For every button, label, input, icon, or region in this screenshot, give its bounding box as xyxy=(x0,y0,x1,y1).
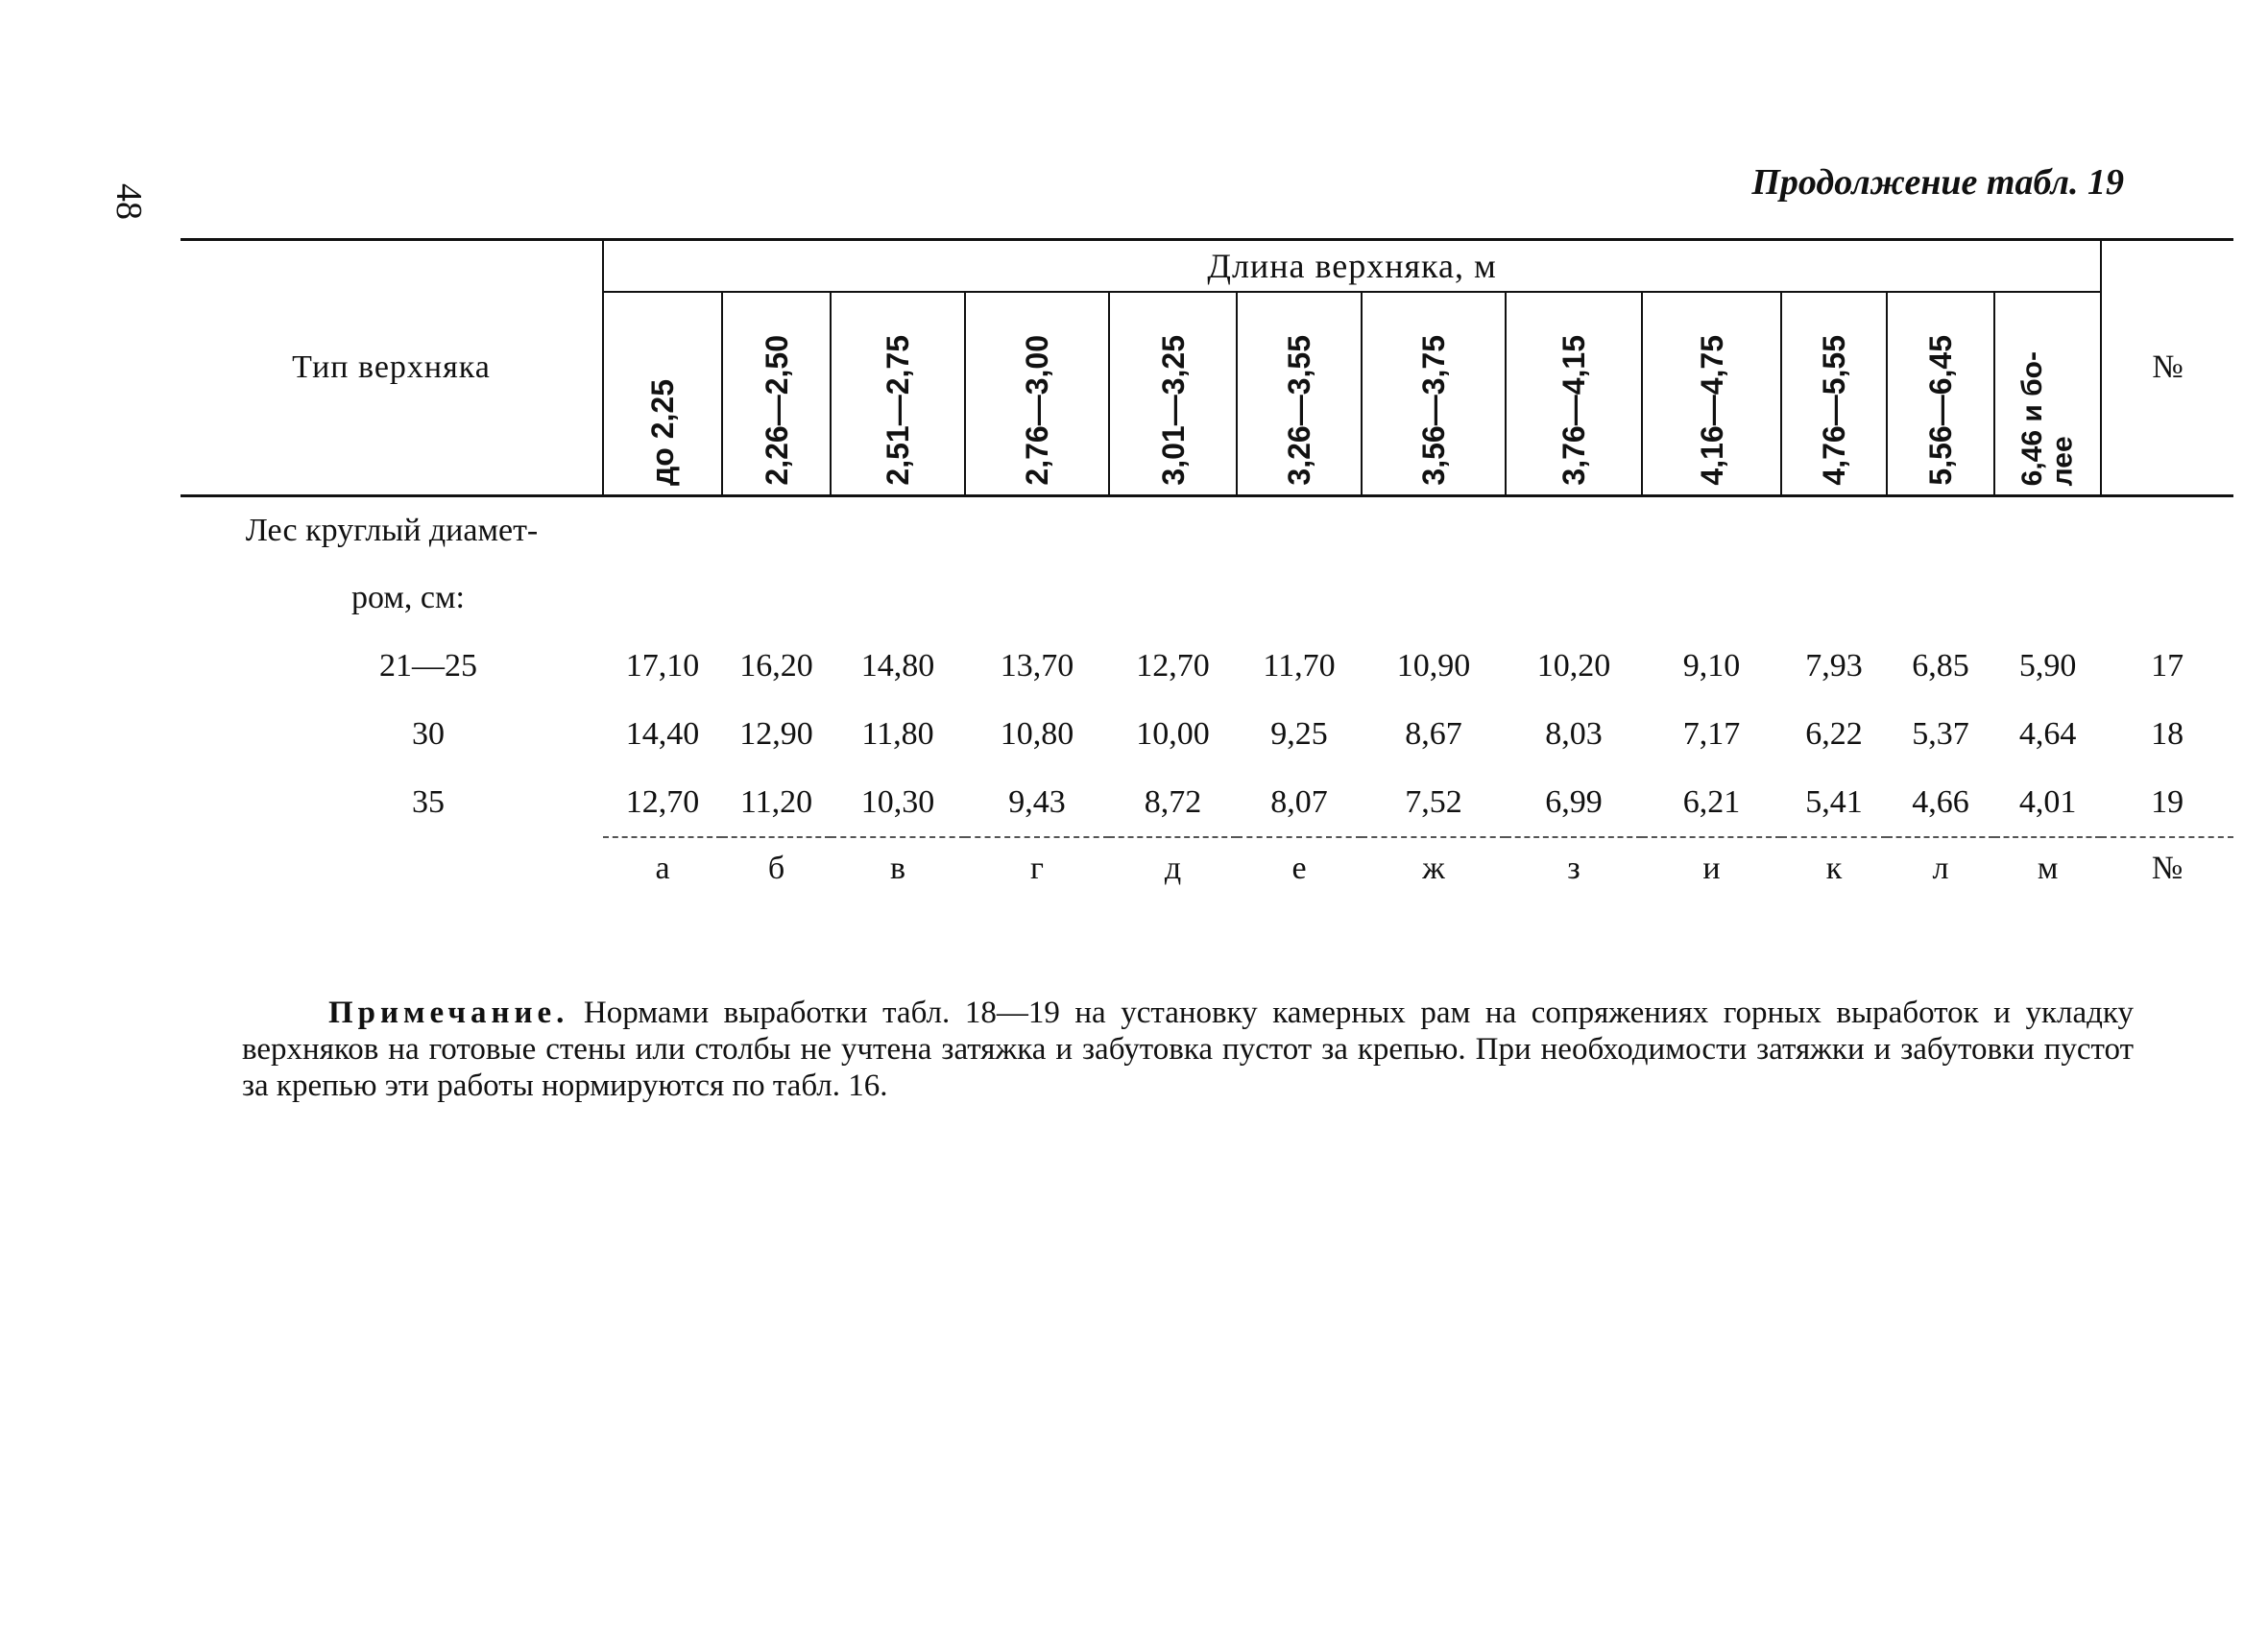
column-letter: е xyxy=(1237,837,1362,900)
section-label: Лес круглый диамет- xyxy=(245,513,539,548)
table-cell: 4,66 xyxy=(1912,783,1969,820)
section-label: ром, см: xyxy=(351,580,465,615)
column-header: 4,16—4,75 xyxy=(1642,292,1781,496)
table-cell: 12,90 xyxy=(739,715,813,752)
column-header: 5,56—6,45 xyxy=(1887,292,1994,496)
column-header: 2,76—3,00 xyxy=(965,292,1109,496)
column-letters-row xyxy=(181,837,2233,900)
table-cell: 6,99 xyxy=(1545,783,1603,820)
table-cell: 11,80 xyxy=(861,715,934,752)
row-label: 21—25 xyxy=(379,647,477,684)
table-cell: 14,40 xyxy=(625,715,700,752)
row-number: 17 xyxy=(2151,647,2184,684)
header-row-1 xyxy=(181,240,2233,293)
table-cell: 7,52 xyxy=(1405,783,1462,820)
table-cell: 10,00 xyxy=(1136,715,1210,752)
note-text: Нормами выработки табл. 18—19 на установку камерных рам на сопряжениях горных выработок и укладку верхняков на готовые стены или столбы не учтена затяжка и забутовка пустот за крепью. При необходимости затяжки и забутовки пустот за крепью эти работы нормируются по табл. 16. xyxy=(242,996,2134,1103)
table-cell: 12,70 xyxy=(1136,647,1210,684)
table-cell: 10,90 xyxy=(1396,647,1471,684)
table-cell: 7,93 xyxy=(1805,647,1863,684)
row-number: 19 xyxy=(2151,783,2184,820)
column-letter: л xyxy=(1887,837,1994,900)
section-row xyxy=(181,564,2233,632)
table-cell: 5,90 xyxy=(2018,647,2077,684)
section-row xyxy=(181,496,2233,565)
table-cell: 6,21 xyxy=(1682,783,1741,820)
table-continuation-caption: Продолжение табл. 19 xyxy=(1751,162,2124,203)
table-cell: 4,64 xyxy=(2018,715,2077,752)
page-number: 48 xyxy=(109,183,149,220)
row-label: 35 xyxy=(412,784,445,820)
table-cell: 7,17 xyxy=(1682,715,1741,752)
length-group-header: Длина верхняка, м xyxy=(603,240,2101,293)
number-header: № xyxy=(2101,240,2233,496)
table-cell: 8,07 xyxy=(1270,783,1328,820)
column-letter: м xyxy=(1994,837,2101,900)
column-header: 3,01—3,25 xyxy=(1109,292,1237,496)
table-cell: 8,03 xyxy=(1545,715,1603,752)
table-cell: 8,72 xyxy=(1144,783,1202,820)
table-row xyxy=(181,700,2233,768)
table-row xyxy=(181,768,2233,837)
table-cell: 8,67 xyxy=(1405,715,1462,752)
table-row xyxy=(181,632,2233,700)
table-cell: 9,25 xyxy=(1270,715,1328,752)
column-letter: а xyxy=(603,837,722,900)
table-cell: 12,70 xyxy=(625,783,700,820)
column-letter: ж xyxy=(1362,837,1506,900)
table-cell: 9,43 xyxy=(1008,783,1066,820)
table-cell: 17,10 xyxy=(625,647,700,684)
column-header: 2,26—2,50 xyxy=(722,292,831,496)
table-cell: 11,20 xyxy=(739,783,813,820)
column-letter: к xyxy=(1781,837,1887,900)
column-letter: з xyxy=(1506,837,1642,900)
table-cell: 10,20 xyxy=(1536,647,1611,684)
column-header: 3,56—3,75 xyxy=(1362,292,1506,496)
row-number: 18 xyxy=(2151,715,2184,752)
column-header: 3,76—4,15 xyxy=(1506,292,1642,496)
type-header: Тип верхняка xyxy=(181,240,603,496)
table-cell: 14,80 xyxy=(860,647,935,684)
column-header: 4,76—5,55 xyxy=(1781,292,1887,496)
table-cell: 16,20 xyxy=(739,647,813,684)
table-cell: 5,37 xyxy=(1912,715,1969,752)
note-title: Примечание. xyxy=(328,996,569,1030)
letters-number: № xyxy=(2101,837,2233,900)
column-header: 2,51—2,75 xyxy=(831,292,965,496)
table-cell: 10,30 xyxy=(860,783,935,820)
column-letter: в xyxy=(831,837,965,900)
column-letter: д xyxy=(1109,837,1237,900)
table-cell: 6,22 xyxy=(1805,715,1863,752)
note-paragraph xyxy=(242,996,2134,1105)
column-letter: б xyxy=(722,837,831,900)
column-header: 6,46 и бо- лее xyxy=(1994,292,2101,496)
column-letter: и xyxy=(1642,837,1781,900)
column-header: до 2,25 xyxy=(645,378,680,486)
column-header: 3,26—3,55 xyxy=(1237,292,1362,496)
table-cell: 6,85 xyxy=(1912,647,1969,684)
table-cell: 9,10 xyxy=(1682,647,1741,684)
row-label: 30 xyxy=(412,715,445,752)
table-cell: 10,80 xyxy=(1000,715,1074,752)
column-letter: г xyxy=(965,837,1109,900)
table-cell: 11,70 xyxy=(1263,647,1336,684)
table-cell: 5,41 xyxy=(1805,783,1863,820)
table-cell: 4,01 xyxy=(2018,783,2077,820)
table-cell: 13,70 xyxy=(1000,647,1074,684)
norms-table xyxy=(181,238,2233,900)
